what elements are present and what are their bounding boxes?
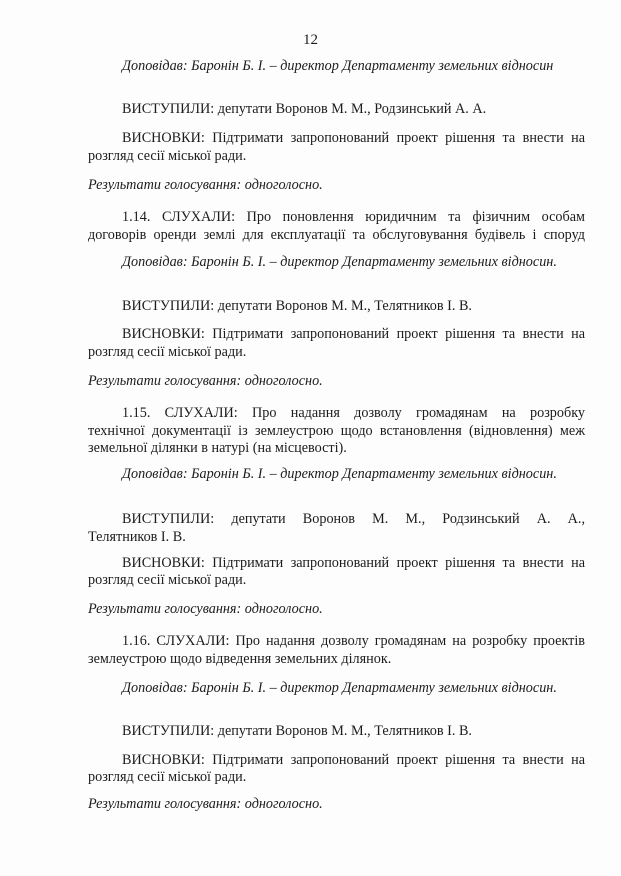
conclusion-line: ВИСНОВКИ: Підтримати запропонований проект рішення та внести на	[122, 752, 585, 768]
conclusion-line-cont: розгляд сесії міської ради.	[88, 344, 247, 360]
speakers-line: ВИСТУПИЛИ: депутати Воронов М. М., Телятников І. В.	[122, 723, 472, 739]
speaker-line: Доповідав: Баронін Б. І. – директор Департаменту земельних відносин	[122, 58, 554, 74]
vote-result-line: Результати голосування: одноголосно.	[88, 796, 323, 812]
agenda-item-heading: 1.14. СЛУХАЛИ: Про поновлення юридичним та фізичним особам	[122, 209, 585, 225]
conclusion-line-cont: розгляд сесії міської ради.	[88, 572, 247, 588]
speakers-line: ВИСТУПИЛИ: депутати Воронов М. М., Родзинський А. А.	[122, 101, 487, 117]
conclusion-line: ВИСНОВКИ: Підтримати запропонований проект рішення та внести на	[122, 130, 585, 146]
vote-result-line: Результати голосування: одноголосно.	[88, 177, 323, 193]
agenda-item-heading-cont: земельної ділянки в натурі (на місцевості).	[88, 440, 347, 456]
conclusion-line-cont: розгляд сесії міської ради.	[88, 148, 247, 164]
agenda-item-heading: 1.15. СЛУХАЛИ: Про надання дозволу громадянам на розробку	[122, 405, 585, 421]
agenda-item-heading-cont: договорів оренди землі для експлуатації та обслуговування будівель і споруд	[88, 227, 585, 243]
vote-result-line: Результати голосування: одноголосно.	[88, 373, 323, 389]
speaker-line: Доповідав: Баронін Б. І. – директор Департаменту земельних відносин.	[122, 680, 557, 696]
agenda-item-heading-cont: технічної документації із землеустрою щодо встановлення (відновлення) меж	[88, 423, 585, 439]
speakers-line: ВИСТУПИЛИ: депутати Воронов М. М., Родзинський А. А.,	[122, 511, 585, 527]
page-number: 12	[303, 32, 318, 48]
speaker-line: Доповідав: Баронін Б. І. – директор Департаменту земельних відносин.	[122, 466, 557, 482]
agenda-item-heading: 1.16. СЛУХАЛИ: Про надання дозволу громадянам на розробку проектів	[122, 633, 585, 649]
speaker-line: Доповідав: Баронін Б. І. – директор Департаменту земельних відносин.	[122, 254, 557, 270]
vote-result-line: Результати голосування: одноголосно.	[88, 601, 323, 617]
conclusion-line-cont: розгляд сесії міської ради.	[88, 769, 247, 785]
conclusion-line: ВИСНОВКИ: Підтримати запропонований проект рішення та внести на	[122, 555, 585, 571]
agenda-item-heading-cont: землеустрою щодо відведення земельних ділянок.	[88, 651, 392, 667]
conclusion-line: ВИСНОВКИ: Підтримати запропонований проект рішення та внести на	[122, 326, 585, 342]
speakers-line: ВИСТУПИЛИ: депутати Воронов М. М., Телятников І. В.	[122, 298, 472, 314]
speakers-line-cont: Телятников І. В.	[88, 529, 186, 545]
